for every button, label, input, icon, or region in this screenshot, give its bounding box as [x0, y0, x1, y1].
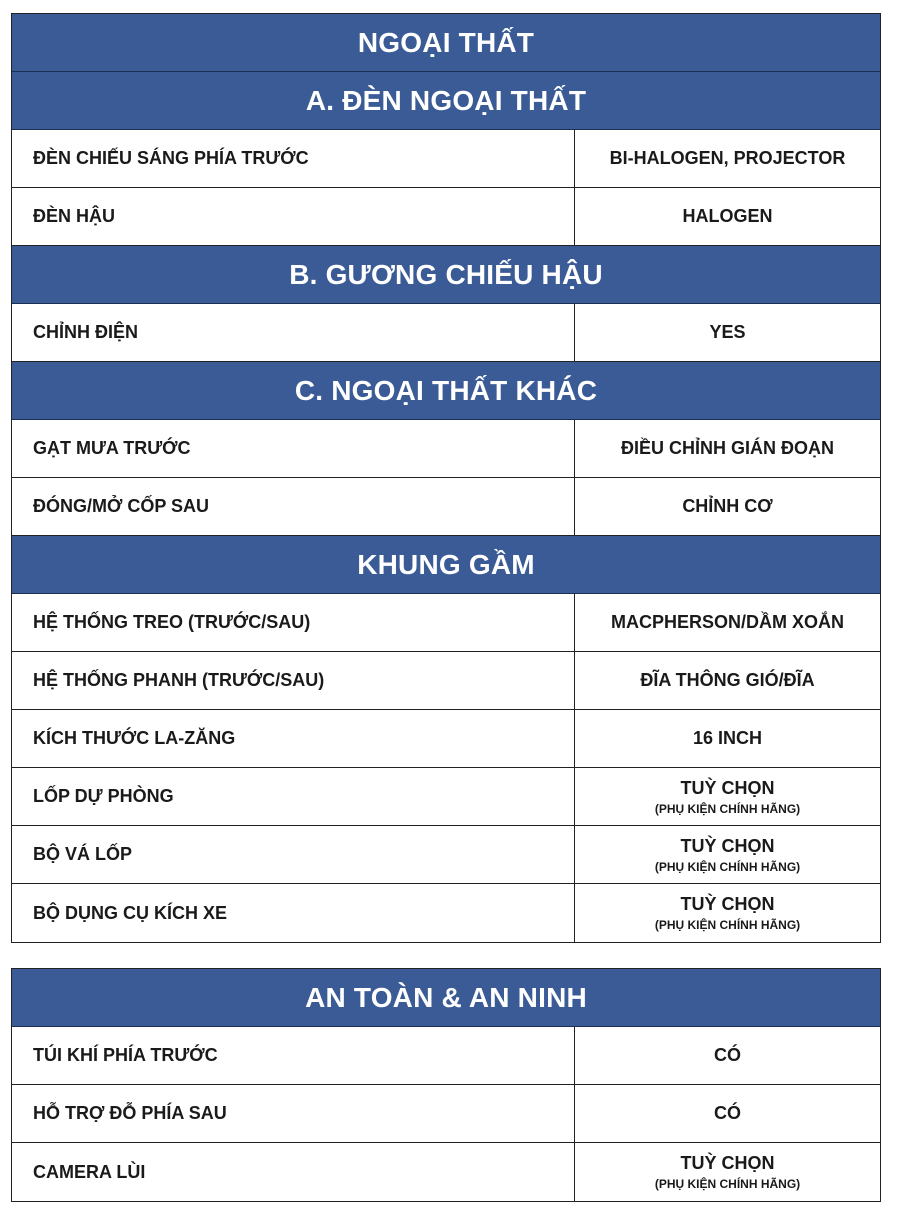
table-row: [12, 420, 880, 478]
spec-value-cell: [575, 130, 880, 187]
table-row: [12, 710, 880, 768]
spec-value-note: (PHỤ KIỆN CHÍNH HÃNG): [654, 1177, 801, 1191]
table-row: [12, 478, 880, 536]
spec-label: LỐP DỰ PHÒNG: [12, 768, 575, 825]
spec-value: CHỈNH CƠ: [682, 496, 773, 516]
spec-value: TUỲ CHỌN: [680, 1153, 775, 1173]
spec-value-note: (PHỤ KIỆN CHÍNH HÃNG): [654, 859, 801, 874]
spec-label: CHỈNH ĐIỆN: [12, 304, 575, 361]
section-header-an-toan-an-ninh: AN TOÀN & AN NINH: [12, 969, 880, 1027]
spec-value-cell: [575, 710, 880, 767]
spec-value: ĐĨA THÔNG GIÓ/ĐĨA: [640, 670, 815, 690]
spec-value: TUỲ CHỌN: [680, 835, 775, 856]
table-row: [12, 594, 880, 652]
spec-value-cell: [575, 884, 880, 942]
spec-value-cell: [575, 478, 880, 535]
spec-label: ĐÓNG/MỞ CỐP SAU: [12, 478, 575, 535]
spec-value-cell: [575, 420, 880, 477]
spec-label: HỆ THỐNG PHANH (TRƯỚC/SAU): [12, 652, 575, 709]
spec-label: ĐÈN HẬU: [12, 188, 575, 245]
section-header-c-ngoai-that-khac: C. NGOẠI THẤT KHÁC: [12, 362, 880, 420]
spec-value-cell: [575, 1143, 880, 1201]
spec-table-safety-security: [11, 968, 881, 1202]
spec-value: TUỲ CHỌN: [680, 894, 775, 914]
spec-label: CAMERA LÙI: [12, 1143, 575, 1201]
spec-value-cell: [575, 826, 880, 883]
table-row: [12, 188, 880, 246]
table-row: [12, 1143, 880, 1201]
spec-label: HỖ TRỢ ĐỖ PHÍA SAU: [12, 1085, 575, 1142]
spec-table-exterior-chassis: [11, 13, 881, 943]
table-row: [12, 130, 880, 188]
spec-value: BI-HALOGEN, PROJECTOR: [609, 148, 846, 168]
table-row: [12, 768, 880, 826]
spec-value: TUỲ CHỌN: [680, 777, 775, 798]
table-row: [12, 652, 880, 710]
spec-label: KÍCH THƯỚC LA-ZĂNG: [12, 710, 575, 767]
table-row: [12, 884, 880, 942]
spec-label: BỘ VÁ LỐP: [12, 826, 575, 883]
table-row: [12, 1085, 880, 1143]
section-header-a-den-ngoai-that: A. ĐÈN NGOẠI THẤT: [12, 72, 880, 130]
spec-value-note: (PHỤ KIỆN CHÍNH HÃNG): [654, 801, 801, 816]
spec-label: GẠT MƯA TRƯỚC: [12, 420, 575, 477]
spec-label: ĐÈN CHIẾU SÁNG PHÍA TRƯỚC: [12, 130, 575, 187]
spec-value-cell: [575, 1085, 880, 1142]
spec-value: HALOGEN: [682, 206, 773, 226]
table-row: [12, 1027, 880, 1085]
spec-label: TÚI KHÍ PHÍA TRƯỚC: [12, 1027, 575, 1084]
table-row: [12, 826, 880, 884]
table-row: [12, 304, 880, 362]
spec-value: CÓ: [714, 1045, 741, 1065]
spec-value: YES: [709, 322, 746, 342]
spec-value-cell: [575, 1027, 880, 1084]
spec-value: CÓ: [714, 1103, 741, 1123]
spec-label: HỆ THỐNG TREO (TRƯỚC/SAU): [12, 594, 575, 651]
section-header-khung-gam: KHUNG GẦM: [12, 536, 880, 594]
spec-value: ĐIỀU CHỈNH GIÁN ĐOẠN: [620, 438, 834, 458]
spec-value: 16 INCH: [692, 728, 763, 748]
spec-value-cell: [575, 768, 880, 825]
spec-value-note: (PHỤ KIỆN CHÍNH HÃNG): [654, 918, 801, 932]
spec-value-cell: [575, 304, 880, 361]
section-header-ngoai-that: NGOẠI THẤT: [12, 14, 880, 72]
spec-label: BỘ DỤNG CỤ KÍCH XE: [12, 884, 575, 942]
spec-value-cell: [575, 188, 880, 245]
spec-value: MACPHERSON/DẦM XOẮN: [610, 612, 844, 632]
spec-value-cell: [575, 594, 880, 651]
section-header-b-guong-chieu-hau: B. GƯƠNG CHIẾU HẬU: [12, 246, 880, 304]
spec-value-cell: [575, 652, 880, 709]
